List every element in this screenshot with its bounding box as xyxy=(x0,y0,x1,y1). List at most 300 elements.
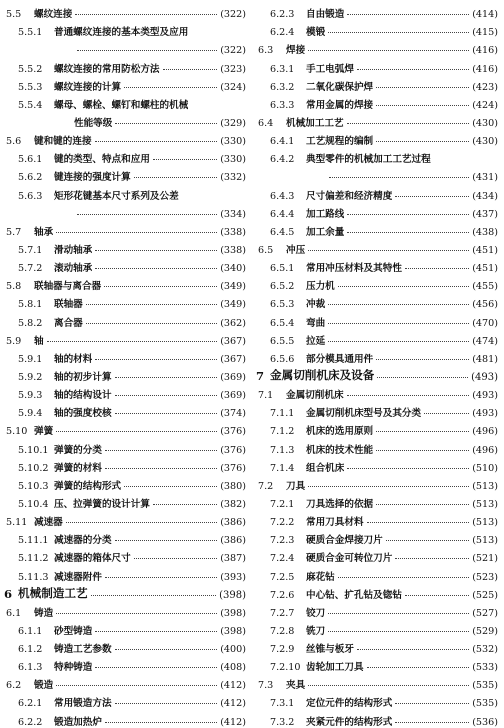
toc-entry[interactable] xyxy=(256,329,498,347)
page-number: (451) xyxy=(472,244,498,256)
dot-leader xyxy=(376,431,469,432)
toc-entry-line xyxy=(270,274,498,292)
page-number: (533) xyxy=(472,662,498,674)
toc-entry[interactable] xyxy=(256,93,498,111)
dot-leader xyxy=(115,540,218,541)
toc-entry[interactable] xyxy=(256,56,498,74)
page-number: (415) xyxy=(472,27,498,39)
section-number: 5.10.4 xyxy=(18,498,49,510)
section-number: 7.2.6 xyxy=(270,589,295,601)
section-number: 5.10 xyxy=(6,426,28,438)
dot-leader xyxy=(347,232,469,233)
toc-entry-line xyxy=(6,510,246,528)
toc-entry[interactable] xyxy=(256,310,498,328)
page-number: (338) xyxy=(220,244,246,256)
toc-entry[interactable] xyxy=(256,2,498,20)
toc-entry-line xyxy=(6,329,246,347)
page-number: (334) xyxy=(220,208,246,220)
toc-entry[interactable] xyxy=(4,75,246,93)
toc-entry-line xyxy=(270,510,498,528)
toc-entry[interactable] xyxy=(256,292,498,310)
toc-entry[interactable] xyxy=(4,528,246,546)
toc-entry[interactable] xyxy=(256,183,498,201)
section-number: 7.2.4 xyxy=(270,553,295,565)
toc-entry[interactable] xyxy=(4,220,246,238)
toc-entry-line xyxy=(18,637,246,655)
toc-entry[interactable] xyxy=(4,183,246,219)
dot-leader xyxy=(56,431,217,432)
section-title: 减速器 xyxy=(34,517,63,529)
toc-entry[interactable] xyxy=(256,709,498,727)
toc-entry[interactable] xyxy=(4,365,246,383)
toc-entry[interactable] xyxy=(4,93,246,129)
toc-entry[interactable] xyxy=(256,619,498,637)
section-number: 6.2.1 xyxy=(18,698,43,710)
dot-leader xyxy=(104,286,217,287)
toc-entry[interactable] xyxy=(256,456,498,474)
toc-entry-line xyxy=(270,691,498,709)
page-number: (412) xyxy=(220,716,246,728)
section-title: 定位元件的结构形式 xyxy=(306,698,393,710)
toc-entry[interactable] xyxy=(4,601,246,619)
section-title: 加工余量 xyxy=(306,226,345,238)
section-number: 7.3 xyxy=(258,680,274,692)
dot-leader xyxy=(308,50,469,51)
section-title: 夹具 xyxy=(286,680,306,692)
section-title: 铸造 xyxy=(34,607,54,619)
toc-entry-line xyxy=(270,256,498,274)
dot-leader xyxy=(47,341,218,342)
section-number: 7.2.10 xyxy=(270,662,301,674)
toc-entry-line xyxy=(18,492,246,510)
toc-entry-line xyxy=(270,310,498,328)
toc-entry-line xyxy=(270,93,498,111)
dot-leader xyxy=(347,395,470,396)
section-title: 螺母、螺栓、螺钉和螺柱的机械 xyxy=(54,99,189,111)
toc-entry[interactable] xyxy=(256,401,498,419)
page-number: (455) xyxy=(472,281,498,293)
toc-entry-line xyxy=(258,673,498,691)
section-number: 7.2 xyxy=(258,480,274,492)
toc-entry-line xyxy=(270,292,498,310)
toc-entry-line xyxy=(270,601,498,619)
toc-entry[interactable] xyxy=(256,673,498,691)
toc-entry-line xyxy=(18,655,246,673)
section-title: 铸造工艺参数 xyxy=(54,644,112,656)
toc-entry[interactable] xyxy=(4,637,246,655)
toc-entry-line xyxy=(18,709,246,727)
toc-entry[interactable] xyxy=(4,165,246,183)
section-number: 6.3.1 xyxy=(270,63,295,75)
dot-leader xyxy=(56,613,217,614)
page-number: (493) xyxy=(472,408,498,420)
toc-entry[interactable] xyxy=(4,20,246,56)
dot-leader xyxy=(376,450,469,451)
toc-entry-line xyxy=(270,655,498,673)
section-title: 键的类型、特点和应用 xyxy=(54,154,150,166)
section-number: 5.9.2 xyxy=(18,371,43,383)
page-number: (330) xyxy=(220,136,246,148)
section-number: 6.3.3 xyxy=(270,99,295,111)
section-title: 键和键的连接 xyxy=(34,136,92,148)
toc-entry-line xyxy=(18,347,246,365)
page-number: (398) xyxy=(220,625,246,637)
toc-entry[interactable] xyxy=(4,292,246,310)
toc-entry[interactable] xyxy=(4,691,246,709)
page-number: (338) xyxy=(220,226,246,238)
toc-entry-line xyxy=(6,220,246,238)
page-number: (431) xyxy=(472,172,498,184)
toc-entry[interactable] xyxy=(256,111,498,129)
dot-leader xyxy=(395,722,469,723)
toc-entry[interactable] xyxy=(4,401,246,419)
toc-entry-line xyxy=(270,202,498,220)
section-title: 弹簧的分类 xyxy=(54,444,102,456)
toc-entry-line xyxy=(270,183,498,201)
toc-entry[interactable] xyxy=(4,419,246,437)
page-number: (423) xyxy=(472,81,498,93)
toc-entry[interactable] xyxy=(256,238,498,256)
toc-entry[interactable] xyxy=(256,38,498,56)
toc-entry[interactable] xyxy=(4,437,246,455)
toc-entry-line xyxy=(6,601,246,619)
toc-entry[interactable] xyxy=(4,383,246,401)
section-title: 硬质合金焊接刀片 xyxy=(306,535,383,547)
dot-leader xyxy=(115,649,218,650)
toc-entry[interactable] xyxy=(4,256,246,274)
toc-entry-line xyxy=(18,383,246,401)
page-number: (529) xyxy=(472,625,498,637)
dot-leader xyxy=(95,268,217,269)
toc-entry-line xyxy=(6,129,246,147)
section-number: 5.5.4 xyxy=(18,99,43,111)
toc-entry[interactable] xyxy=(4,564,246,582)
section-number: 5.5.3 xyxy=(18,81,43,93)
toc-entry[interactable] xyxy=(256,419,498,437)
toc-entry[interactable] xyxy=(256,383,498,401)
section-title: 弯曲 xyxy=(306,317,326,329)
section-title: 拉延 xyxy=(306,335,326,347)
page-number: (496) xyxy=(472,426,498,438)
page-number: (521) xyxy=(472,553,498,565)
toc-entry[interactable] xyxy=(256,347,498,365)
toc-entry[interactable] xyxy=(256,492,498,510)
section-title: 冲裁 xyxy=(306,299,326,311)
toc-entry[interactable] xyxy=(4,583,246,601)
section-title: 典型零件的机械加工工艺过程 xyxy=(306,154,431,166)
dot-leader xyxy=(328,631,469,632)
toc-entry-line xyxy=(18,619,246,637)
toc-entry-line xyxy=(258,38,498,56)
dot-leader xyxy=(124,87,217,88)
dot-leader xyxy=(115,413,218,414)
page-number: (437) xyxy=(472,208,498,220)
section-title: 组合机床 xyxy=(306,462,345,474)
toc-entry-line xyxy=(270,129,498,147)
section-number: 6.4.4 xyxy=(270,208,295,220)
section-number: 6.5.5 xyxy=(270,335,295,347)
toc-entry[interactable] xyxy=(4,492,246,510)
dot-leader xyxy=(376,359,469,360)
toc-entry[interactable] xyxy=(256,437,498,455)
toc-entry[interactable] xyxy=(4,546,246,564)
toc-entry[interactable] xyxy=(4,709,246,727)
section-number: 7.1.3 xyxy=(270,444,295,456)
toc-entry[interactable] xyxy=(4,2,246,20)
toc-entry[interactable] xyxy=(256,564,498,582)
dot-leader xyxy=(338,577,469,578)
toc-entry-line xyxy=(270,437,498,455)
page-number: (424) xyxy=(472,99,498,111)
toc-entry[interactable] xyxy=(4,619,246,637)
section-title: 铰刀 xyxy=(306,607,326,619)
dot-leader xyxy=(56,232,217,233)
dot-leader xyxy=(329,177,469,178)
dot-leader xyxy=(357,649,469,650)
page-number: (374) xyxy=(220,408,246,420)
page-number: (474) xyxy=(472,335,498,347)
page-number: (430) xyxy=(472,136,498,148)
toc-entry-line xyxy=(270,20,498,38)
section-number: 6.4 xyxy=(258,117,274,129)
dot-leader xyxy=(376,87,469,88)
section-number: 7.1.4 xyxy=(270,462,295,474)
toc-entry-line xyxy=(270,528,498,546)
section-title: 机械制造工艺 xyxy=(18,585,88,600)
page-number: (362) xyxy=(220,317,246,329)
section-title: 减速器附件 xyxy=(54,571,102,583)
dot-leader xyxy=(95,631,217,632)
dot-leader xyxy=(424,413,469,414)
toc-entry[interactable] xyxy=(256,655,498,673)
page-number: (535) xyxy=(472,698,498,710)
dot-leader xyxy=(77,214,217,215)
section-number: 5.6 xyxy=(6,136,22,148)
section-number: 7.2.1 xyxy=(270,498,295,510)
toc-entry[interactable] xyxy=(256,528,498,546)
page-number: (456) xyxy=(472,299,498,311)
section-title: 减速器的箱体尺寸 xyxy=(54,553,131,565)
toc-entry[interactable] xyxy=(4,456,246,474)
section-title: 联轴器 xyxy=(54,299,83,311)
toc-entry[interactable] xyxy=(256,637,498,655)
toc-entry[interactable] xyxy=(4,147,246,165)
section-number: 6.5.4 xyxy=(270,317,295,329)
section-number: 5.9.1 xyxy=(18,353,43,365)
page-number: (527) xyxy=(472,607,498,619)
section-title: 中心钻、扩孔钻及锪钻 xyxy=(306,589,402,601)
dot-leader xyxy=(95,141,218,142)
toc-entry-line xyxy=(270,583,498,601)
page-number: (382) xyxy=(220,498,246,510)
toc-entry[interactable] xyxy=(4,129,246,147)
page-number: (340) xyxy=(220,263,246,275)
dot-leader xyxy=(95,359,217,360)
section-title: 铣刀 xyxy=(306,625,326,637)
section-title: 弹簧的材料 xyxy=(54,462,102,474)
toc-entry-line xyxy=(18,474,246,492)
toc-entry-line xyxy=(18,401,246,419)
dot-leader xyxy=(328,341,469,342)
section-title: 轴承 xyxy=(34,226,54,238)
section-title: 弹簧的结构形式 xyxy=(54,480,122,492)
section-title: 轴 xyxy=(34,335,44,347)
section-number: 6.1.3 xyxy=(18,662,43,674)
section-title: 螺纹连接的计算 xyxy=(54,81,122,93)
dot-leader xyxy=(328,323,469,324)
dot-leader xyxy=(77,50,217,51)
page-number: (408) xyxy=(220,662,246,674)
dot-leader xyxy=(338,286,469,287)
section-number: 5.6.2 xyxy=(18,172,43,184)
page-number: (323) xyxy=(220,63,246,75)
section-number: 7 xyxy=(256,368,265,383)
dot-leader xyxy=(115,395,218,396)
section-title: 离合器 xyxy=(54,317,83,329)
toc-entry[interactable] xyxy=(4,56,246,74)
section-number: 7.2.5 xyxy=(270,571,295,583)
section-number: 5.11.1 xyxy=(18,535,49,547)
page-number: (438) xyxy=(472,226,498,238)
section-number: 7.2.3 xyxy=(270,535,295,547)
page-number: (535) xyxy=(472,680,498,692)
dot-leader xyxy=(95,250,217,251)
section-title: 锻造 xyxy=(34,680,54,692)
toc-entry-line xyxy=(18,528,246,546)
page-number: (412) xyxy=(220,680,246,692)
toc-entry-line xyxy=(270,329,498,347)
dot-leader xyxy=(377,377,468,378)
section-title: 常用锻造方法 xyxy=(54,698,112,710)
toc-entry[interactable] xyxy=(4,238,246,256)
toc-entry[interactable] xyxy=(256,20,498,38)
toc-entry[interactable] xyxy=(256,274,498,292)
dot-leader xyxy=(134,558,217,559)
toc-entry[interactable] xyxy=(4,474,246,492)
section-number: 6.3.2 xyxy=(270,81,295,93)
toc-entry[interactable] xyxy=(256,691,498,709)
section-title: 金属切削机床型号及其分类 xyxy=(306,408,422,420)
section-title: 键连接的强度计算 xyxy=(54,172,131,184)
toc-entry[interactable] xyxy=(256,256,498,274)
toc-entry-continuation xyxy=(18,111,246,129)
section-title: 夹紧元件的结构形式 xyxy=(306,716,393,728)
toc-entry-line xyxy=(270,637,498,655)
dot-leader xyxy=(56,685,217,686)
section-title: 弹簧 xyxy=(34,426,54,438)
section-number: 5.11.2 xyxy=(18,553,49,565)
section-number: 7.1 xyxy=(258,390,274,402)
toc-entry-line xyxy=(270,220,498,238)
page-number: (525) xyxy=(472,589,498,601)
toc-entry[interactable] xyxy=(256,601,498,619)
toc-entry-line xyxy=(18,93,246,111)
dot-leader xyxy=(328,613,469,614)
toc-entry[interactable] xyxy=(4,510,246,528)
dot-leader xyxy=(347,468,469,469)
page-number: (393) xyxy=(220,571,246,583)
section-title: 常用冲压材料及其特性 xyxy=(306,263,402,275)
section-number: 6.5.3 xyxy=(270,299,295,311)
toc-entry[interactable] xyxy=(4,673,246,691)
toc-entry[interactable] xyxy=(256,147,498,183)
page-number: (513) xyxy=(472,480,498,492)
toc-entry[interactable] xyxy=(256,474,498,492)
dot-leader xyxy=(134,177,217,178)
toc-entry[interactable] xyxy=(4,274,246,292)
page-number: (332) xyxy=(220,172,246,184)
dot-leader xyxy=(308,486,469,487)
toc-entry-line xyxy=(18,292,246,310)
dot-leader xyxy=(115,123,217,124)
section-title: 部分模具通用件 xyxy=(306,353,374,365)
section-title: 手工电弧焊 xyxy=(306,63,354,75)
section-number: 7.2.8 xyxy=(270,625,295,637)
section-number: 7.3.2 xyxy=(270,716,295,728)
dot-leader xyxy=(395,703,469,704)
toc-entry[interactable] xyxy=(256,220,498,238)
toc-entry[interactable] xyxy=(256,365,498,383)
section-title: 刀具选择的依据 xyxy=(306,498,374,510)
section-title: 麻花钻 xyxy=(306,571,335,583)
section-number: 6.2.3 xyxy=(270,9,295,21)
toc-entry-line xyxy=(4,583,246,601)
toc-entry-line xyxy=(258,474,498,492)
dot-leader xyxy=(386,540,469,541)
section-title: 轴的初步计算 xyxy=(54,371,112,383)
toc-entry[interactable] xyxy=(4,655,246,673)
section-number: 5.5.2 xyxy=(18,63,43,75)
section-title: 压力机 xyxy=(306,281,335,293)
section-number: 6.1.1 xyxy=(18,625,43,637)
toc-entry-line xyxy=(270,456,498,474)
section-title: 轴的结构设计 xyxy=(54,390,112,402)
section-title: 特种铸造 xyxy=(54,662,93,674)
toc-entry[interactable] xyxy=(256,583,498,601)
toc-entry[interactable] xyxy=(4,310,246,328)
toc-entry[interactable] xyxy=(256,202,498,220)
toc-entry[interactable] xyxy=(4,329,246,347)
toc-entry[interactable] xyxy=(4,347,246,365)
toc-entry-line xyxy=(18,20,246,38)
toc-column-right xyxy=(256,2,498,728)
dot-leader xyxy=(347,123,470,124)
toc-entry-line xyxy=(258,111,498,129)
section-title: 齿轮加工刀具 xyxy=(306,662,364,674)
section-title: 丝锥与板牙 xyxy=(306,644,354,656)
toc-entry-line xyxy=(270,401,498,419)
toc-entry[interactable] xyxy=(256,546,498,564)
toc-entry[interactable] xyxy=(256,75,498,93)
section-number: 6.1 xyxy=(6,607,22,619)
toc-entry-line xyxy=(18,564,246,582)
dot-leader xyxy=(105,722,217,723)
toc-entry-continuation xyxy=(18,202,246,220)
page-number: (322) xyxy=(220,9,246,21)
toc-entry[interactable] xyxy=(256,129,498,147)
toc-entry[interactable] xyxy=(256,510,498,528)
section-number: 7.2.2 xyxy=(270,517,295,529)
section-title: 砂型铸造 xyxy=(54,625,93,637)
section-title: 工艺规程的编制 xyxy=(306,136,374,148)
toc-entry-line xyxy=(256,365,498,383)
section-number: 6.2.2 xyxy=(18,716,43,728)
section-number: 5.8.2 xyxy=(18,317,43,329)
page-number: (416) xyxy=(472,45,498,57)
section-number: 5.7.2 xyxy=(18,263,43,275)
dot-leader xyxy=(86,304,217,305)
dot-leader xyxy=(367,522,470,523)
